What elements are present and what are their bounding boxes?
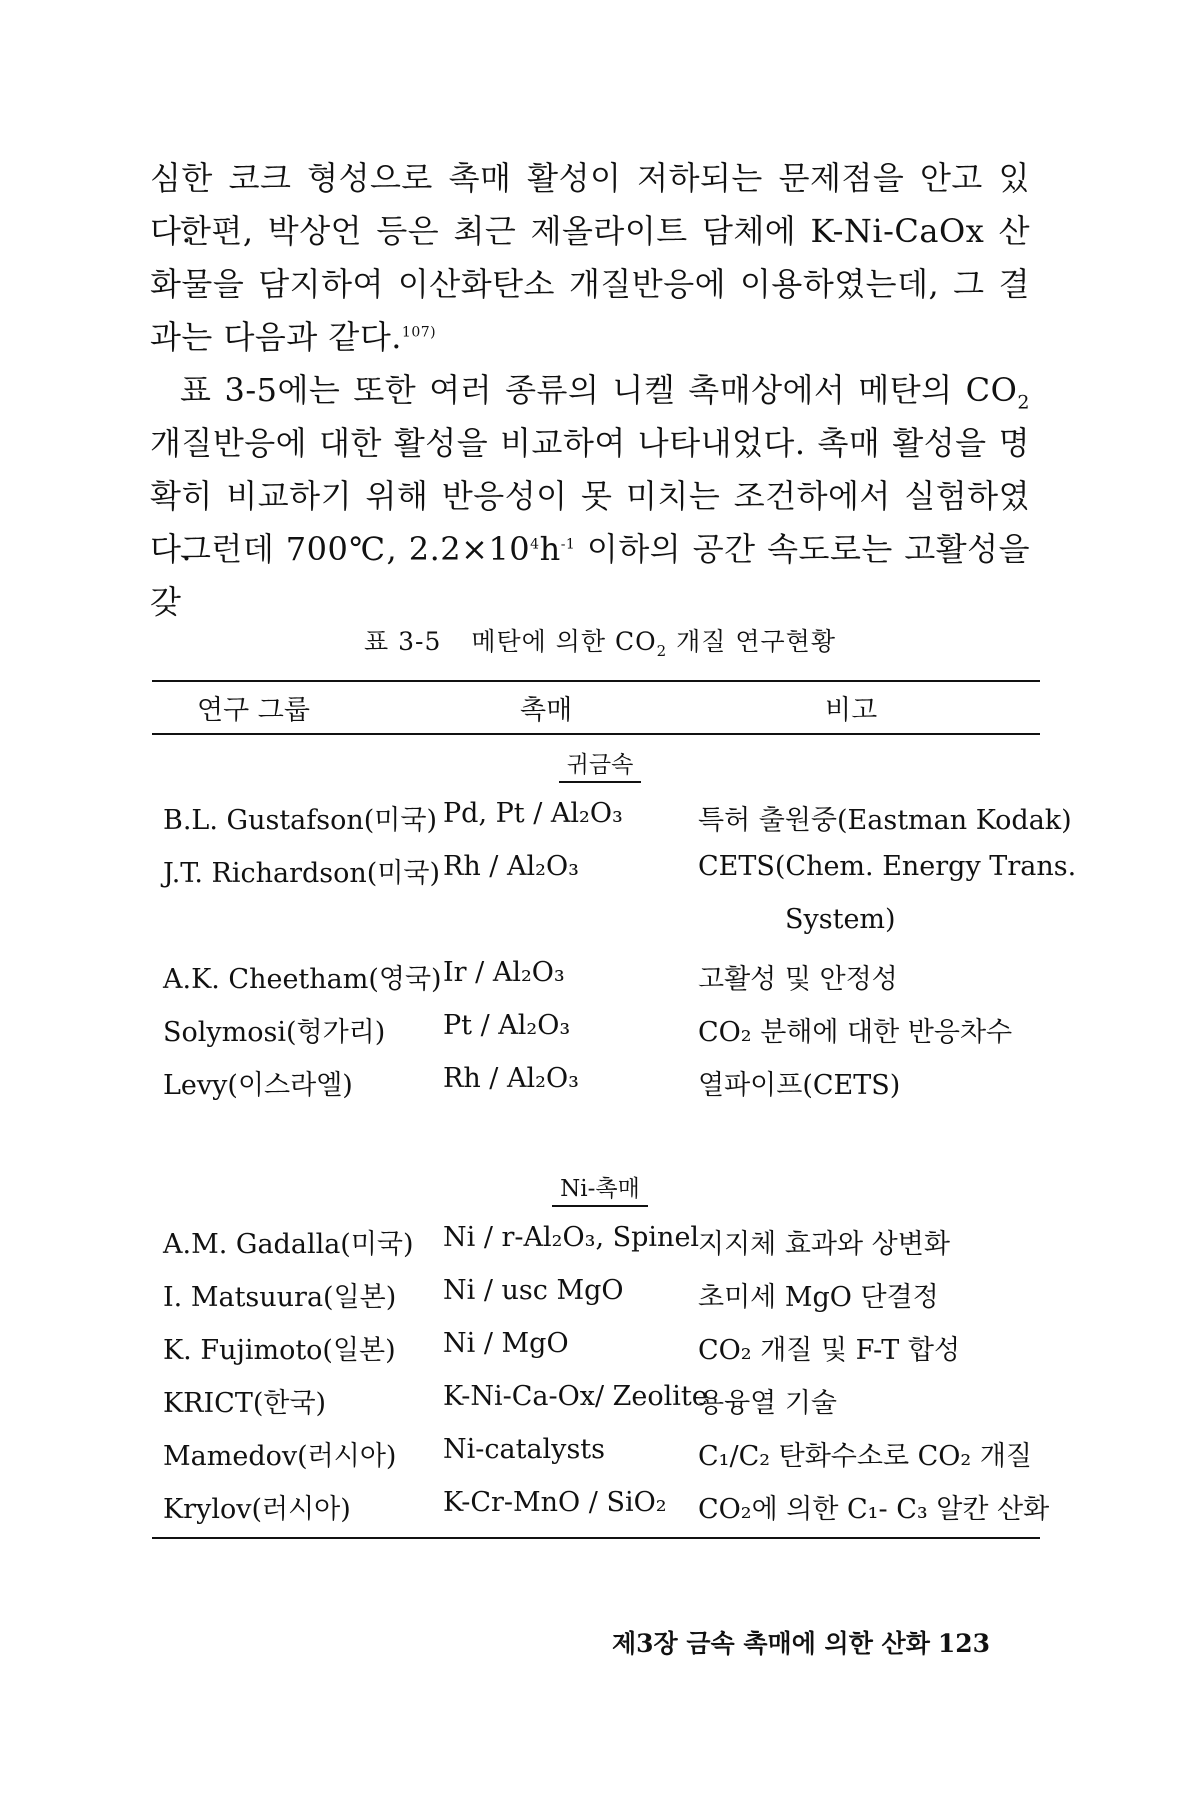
group-krylov: Krylov(러시아) xyxy=(163,1494,351,1525)
note-richardson: CETS(Chem. Energy Trans. xyxy=(698,851,1077,882)
group-cheetham: A.K. Cheetham(영국) xyxy=(163,964,442,995)
catalyst-ni-usc-mgo: Ni / usc MgO xyxy=(443,1275,624,1306)
catalyst-pt: Pt / Al₂O₃ xyxy=(443,1010,571,1041)
table-caption-text-b: 개질 연구현황 xyxy=(667,627,836,656)
catalyst-rh-1: Rh / Al₂O₃ xyxy=(443,851,579,882)
exponent-minus-1: -1 xyxy=(560,536,576,553)
group-richardson: J.T. Richardson(미국) xyxy=(163,858,441,889)
note-krylov: CO₂에 의한 C₁- C₃ 알칸 산화 xyxy=(698,1494,1050,1525)
group-gustafson: B.L. Gustafson(미국) xyxy=(163,805,438,836)
paragraph-2 xyxy=(150,205,1030,364)
group-matsuura: I. Matsuura(일본) xyxy=(163,1282,397,1313)
note-richardson-cont: System) xyxy=(785,904,896,935)
caption-co2-subscript: 2 xyxy=(656,642,668,660)
paragraph-4-text-b: h xyxy=(539,530,561,568)
header-remarks: 비고 xyxy=(825,695,878,726)
catalyst-ni-mgo: Ni / MgO xyxy=(443,1328,569,1359)
catalyst-ni-al2o3: Ni / r-Al₂O₃, Spinel xyxy=(443,1222,700,1253)
note-matsuura: 초미세 MgO 단결정 xyxy=(698,1282,939,1313)
paragraph-2-text: 한편, 박상언 등은 최근 제올라이트 담체에 K-Ni-CaOx 산화물을 담지하여 이산화탄소 개질반응에 이용하였는데, 그 결과는 다음과 같다. xyxy=(150,212,1030,356)
note-cheetham: 고활성 및 안정성 xyxy=(698,964,898,995)
catalyst-k-ni-ca-ox: K-Ni-Ca-Ox/ Zeolite xyxy=(443,1381,708,1412)
paragraph-4 xyxy=(150,523,1030,629)
reference-107: 107) xyxy=(401,324,437,341)
catalyst-k-cr-mno: K-Cr-MnO / SiO₂ xyxy=(443,1487,667,1518)
page-number: 123 xyxy=(937,1629,991,1658)
header-catalyst: 촉매 xyxy=(520,695,573,726)
note-gadalla: 지지체 효과와 상변화 xyxy=(698,1229,950,1260)
note-krict: 용융열 기술 xyxy=(698,1388,837,1419)
note-fujimoto: CO₂ 개질 및 F-T 합성 xyxy=(698,1335,961,1366)
catalyst-ni-catalysts: Ni-catalysts xyxy=(443,1434,605,1465)
catalyst-pd-pt: Pd, Pt / Al₂O₃ xyxy=(443,798,623,829)
group-levy: Levy(이스라엘) xyxy=(163,1070,353,1101)
table-bottom-rule xyxy=(152,1537,1040,1539)
table-top-rule xyxy=(152,680,1040,682)
table-caption xyxy=(0,622,1200,658)
co2-subscript: 2 xyxy=(1017,391,1030,414)
paragraph-3-text-b: 개질반응에 대한 활성을 비교하여 나타내었다. 촉매 활성을 명확히 비교하기 위해 반응성이 못 미치는 조건하에서 실험하였다. xyxy=(150,424,1030,568)
paragraph-3-text-a: 표 3-5에는 또한 여러 종류의 니켈 촉매상에서 메탄의 CO xyxy=(180,371,1018,409)
table-caption-label: 표 3-5 xyxy=(364,627,442,656)
paragraph-4-text-c: 이하의 공간 속도로는 고활성을 갖 xyxy=(150,530,1030,621)
note-mamedov: C₁/C₂ 탄화수소로 CO₂ 개질 xyxy=(698,1441,1033,1472)
header-research-group: 연구 그룹 xyxy=(197,695,310,726)
group-fujimoto: K. Fujimoto(일본) xyxy=(163,1335,396,1366)
group-mamedov: Mamedov(러시아) xyxy=(163,1441,397,1472)
group-gadalla: A.M. Gadalla(미국) xyxy=(163,1229,414,1260)
group-krict: KRICT(한국) xyxy=(163,1388,327,1419)
exponent-4: 4 xyxy=(530,536,540,553)
page-footer xyxy=(612,1624,990,1660)
catalyst-rh-2: Rh / Al₂O₃ xyxy=(443,1063,579,1094)
section-label-ni-catalyst: Ni-촉매 xyxy=(0,1170,1200,1207)
group-solymosi: Solymosi(헝가리) xyxy=(163,1017,386,1048)
table-caption-text-a: 메탄에 의한 CO xyxy=(471,627,657,656)
catalyst-ir: Ir / Al₂O₃ xyxy=(443,957,565,988)
chapter-title: 제3장 금속 촉매에 의한 산화 xyxy=(612,1629,930,1658)
note-gustafson: 특허 출원중(Eastman Kodak) xyxy=(698,805,1072,836)
note-levy: 열파이프(CETS) xyxy=(698,1070,901,1101)
paragraph-1: 심한 코크 형성으로 촉매 활성이 저하되는 문제점을 안고 있다. xyxy=(150,159,1030,250)
note-solymosi: CO₂ 분해에 대한 반응차수 xyxy=(698,1017,1013,1048)
paragraph-4-text-a: 그런데 700℃, 2.2×10 xyxy=(180,530,531,568)
section-label-noble-metal: 귀금속 xyxy=(0,746,1200,783)
table-header-rule xyxy=(152,733,1040,735)
